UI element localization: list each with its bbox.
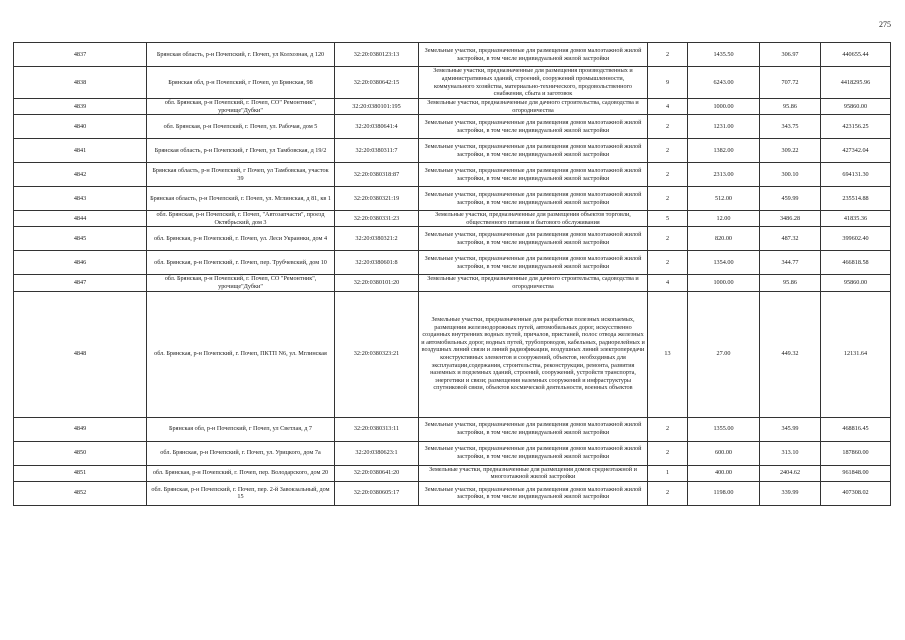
area-cell: 1000.00 bbox=[688, 275, 760, 291]
group-cell: 2 bbox=[648, 115, 688, 139]
group-cell: 2 bbox=[648, 43, 688, 67]
cadastral-number-cell: 32:20:0380641:20 bbox=[335, 465, 419, 481]
row-number: 4842 bbox=[14, 163, 147, 187]
group-cell: 2 bbox=[648, 417, 688, 441]
cadastral-number-cell: 32:20:0380313:11 bbox=[335, 417, 419, 441]
page-number: 275 bbox=[879, 20, 891, 29]
land-use-cell: Земельные участки, предназначенные для размещения домов малоэтажной жилой застройки, в том числе индивидуальной жилой застройки bbox=[419, 43, 648, 67]
specific-value-cell: 707.72 bbox=[760, 67, 821, 99]
table-row bbox=[14, 251, 891, 275]
address-cell: Брянская обл, р-н Почепский, г Почеп, ул Брянская, 98 bbox=[147, 67, 335, 99]
address-cell: обл. Брянская, р-н Почепский, г. Почеп, пер. 2-й Завокзальный, дом 15 bbox=[147, 481, 335, 505]
area-cell: 1198.00 bbox=[688, 481, 760, 505]
group-cell: 1 bbox=[648, 465, 688, 481]
cadastral-value-cell: 466818.58 bbox=[821, 251, 891, 275]
table-row bbox=[14, 163, 891, 187]
area-cell: 6243.00 bbox=[688, 67, 760, 99]
address-cell: обл. Брянская, р-н Почепский, г. Почеп, "Автозапчасти", проезд Октябрьский, дом 3 bbox=[147, 211, 335, 227]
cadastral-number-cell: 32:20:0380101:20 bbox=[335, 275, 419, 291]
land-use-cell: Земельные участки, предназначенные для размещения домов малоэтажной жилой застройки, в том числе индивидуальной жилой застройки bbox=[419, 441, 648, 465]
table-row bbox=[14, 441, 891, 465]
table-row bbox=[14, 187, 891, 211]
land-use-cell: Земельные участки, предназначенные для размещения домов малоэтажной жилой застройки, в том числе индивидуальной жилой застройки bbox=[419, 227, 648, 251]
group-cell: 2 bbox=[648, 163, 688, 187]
specific-value-cell: 487.32 bbox=[760, 227, 821, 251]
row-number: 4852 bbox=[14, 481, 147, 505]
land-use-cell: Земельные участки, предназначенные для размещения домов малоэтажной жилой застройки, в том числе индивидуальной жилой застройки bbox=[419, 481, 648, 505]
cadastral-number-cell: 32:20:0380605:17 bbox=[335, 481, 419, 505]
specific-value-cell: 95.86 bbox=[760, 99, 821, 115]
address-cell: Брянская область, р-н Почепский, г. Почеп, ул. Мглинская, д 81, кв 1 bbox=[147, 187, 335, 211]
area-cell: 1231.00 bbox=[688, 115, 760, 139]
row-number: 4838 bbox=[14, 67, 147, 99]
row-number: 4846 bbox=[14, 251, 147, 275]
cadastral-number-cell: 32:20:0380318:87 bbox=[335, 163, 419, 187]
cadastral-value-cell: 427342.04 bbox=[821, 139, 891, 163]
address-cell: обл. Брянская, р-н Почепский, г. Почеп, СО "Ремонтник", урочище"Дубки" bbox=[147, 275, 335, 291]
land-use-cell: Земельные участки, предназначенные для разработки полезных ископаемых, размещения железнодорожных путей, автомобильных дорог, искусственно созданных внутренних водных путей, причалов, пристаней, полос отвода железных и автомобильных дорог, водных путей, трубопроводов, кабельных, радиорелейных и воздушных линий связи и линий радиофикации, воздушных линий электропередачи конструктивных элементов и сооружений, объектов, необходимых для эксплуатации,содержания, строительства, реконструкции, ремонта, развития наземных и подземных зданий, строений, сооружений, устройств транспорта, энергетики и связи; размещения наземных сооружений и инфраструктуры спутниковой связи, объектов космической деятельности, военных объектов bbox=[419, 291, 648, 417]
cadastral-number-cell: 32:20:0380311:7 bbox=[335, 139, 419, 163]
cadastral-value-cell: 235514.88 bbox=[821, 187, 891, 211]
cadastral-number-cell: 32:20:0380641:4 bbox=[335, 115, 419, 139]
cadastral-value-cell: 407308.02 bbox=[821, 481, 891, 505]
area-cell: 2313.00 bbox=[688, 163, 760, 187]
row-number: 4841 bbox=[14, 139, 147, 163]
row-number: 4850 bbox=[14, 441, 147, 465]
table-row bbox=[14, 211, 891, 227]
land-use-cell: Земельные участки, предназначенные для размещения домов малоэтажной жилой застройки, в том числе индивидуальной жилой застройки bbox=[419, 115, 648, 139]
table-row bbox=[14, 227, 891, 251]
area-cell: 27.00 bbox=[688, 291, 760, 417]
specific-value-cell: 309.22 bbox=[760, 139, 821, 163]
cadastral-value-cell: 187860.00 bbox=[821, 441, 891, 465]
specific-value-cell: 306.97 bbox=[760, 43, 821, 67]
area-cell: 512.00 bbox=[688, 187, 760, 211]
specific-value-cell: 313.10 bbox=[760, 441, 821, 465]
area-cell: 820.00 bbox=[688, 227, 760, 251]
row-number: 4849 bbox=[14, 417, 147, 441]
address-cell: обл. Брянская, р-н Почепский, г. Почеп, ПКТП N6, ул. Мглинская bbox=[147, 291, 335, 417]
group-cell: 5 bbox=[648, 211, 688, 227]
specific-value-cell: 459.99 bbox=[760, 187, 821, 211]
land-use-cell: Земельные участки, предназначенные для размещения домов малоэтажной жилой застройки, в том числе индивидуальной жилой застройки bbox=[419, 139, 648, 163]
group-cell: 2 bbox=[648, 251, 688, 275]
specific-value-cell: 2404.62 bbox=[760, 465, 821, 481]
table-row bbox=[14, 115, 891, 139]
table-row bbox=[14, 465, 891, 481]
table-row bbox=[14, 481, 891, 505]
cadastral-value-cell: 4418295.96 bbox=[821, 67, 891, 99]
table-row bbox=[14, 291, 891, 417]
row-number: 4840 bbox=[14, 115, 147, 139]
land-use-cell: Земельные участки, предназначенные для дачного строительства, садоводства и огородничества bbox=[419, 99, 648, 115]
table-row bbox=[14, 417, 891, 441]
land-use-cell: Земельные участки, предназначенные для размещения домов малоэтажной жилой застройки, в том числе индивидуальной жилой застройки bbox=[419, 187, 648, 211]
cadastral-number-cell: 32:20:0380331:23 bbox=[335, 211, 419, 227]
address-cell: обл. Брянская, р-н Почепский, г. Почеп, СО" Ремонтник", урочище"Дубки" bbox=[147, 99, 335, 115]
cadastral-number-cell: 32:20:0380323:21 bbox=[335, 291, 419, 417]
cadastral-value-cell: 399602.40 bbox=[821, 227, 891, 251]
specific-value-cell: 95.86 bbox=[760, 275, 821, 291]
area-cell: 12.00 bbox=[688, 211, 760, 227]
specific-value-cell: 339.99 bbox=[760, 481, 821, 505]
cadastral-value-cell: 423156.25 bbox=[821, 115, 891, 139]
cadastral-value-table bbox=[13, 42, 891, 506]
row-number: 4839 bbox=[14, 99, 147, 115]
address-cell: обл. Брянская, р-н Почепский, г. Почеп, ул. Урицкого, дом 7а bbox=[147, 441, 335, 465]
cadastral-value-cell: 961848.00 bbox=[821, 465, 891, 481]
address-cell: обл. Брянская, р-н Почепский, г. Почеп, пер. Трубчевский, дом 10 bbox=[147, 251, 335, 275]
cadastral-number-cell: 32:20:0380642:15 bbox=[335, 67, 419, 99]
group-cell: 2 bbox=[648, 441, 688, 465]
area-cell: 1355.00 bbox=[688, 417, 760, 441]
table-row bbox=[14, 275, 891, 291]
address-cell: Брянская область, р-н Почепский, г Почеп, ул Тамбовская, участок 39 bbox=[147, 163, 335, 187]
cadastral-number-cell: 32:20:0380623:1 bbox=[335, 441, 419, 465]
specific-value-cell: 344.77 bbox=[760, 251, 821, 275]
cadastral-number-cell: 32:20:0380601:8 bbox=[335, 251, 419, 275]
cadastral-value-cell: 440655.44 bbox=[821, 43, 891, 67]
table-row bbox=[14, 139, 891, 163]
land-use-cell: Земельные участки, предназначенные для размещения домов среднеэтажной и многоэтажной жилой застройки bbox=[419, 465, 648, 481]
area-cell: 400.00 bbox=[688, 465, 760, 481]
row-number: 4851 bbox=[14, 465, 147, 481]
group-cell: 4 bbox=[648, 275, 688, 291]
land-use-cell: Земельные участки, предназначенные для размещения объектов торговли, общественного питания и бытового обслуживания bbox=[419, 211, 648, 227]
address-cell: обл. Брянская, р-н Почепский, г. Почеп, ул. Леси Украинки, дом 4 bbox=[147, 227, 335, 251]
area-cell: 600.00 bbox=[688, 441, 760, 465]
cadastral-number-cell: 32:20:0380321:19 bbox=[335, 187, 419, 211]
table-row bbox=[14, 43, 891, 67]
cadastral-value-cell: 95860.00 bbox=[821, 275, 891, 291]
cadastral-value-cell: 95860.00 bbox=[821, 99, 891, 115]
area-cell: 1000.00 bbox=[688, 99, 760, 115]
row-number: 4848 bbox=[14, 291, 147, 417]
area-cell: 1435.50 bbox=[688, 43, 760, 67]
area-cell: 1382.00 bbox=[688, 139, 760, 163]
cadastral-value-cell: 41835.36 bbox=[821, 211, 891, 227]
specific-value-cell: 300.10 bbox=[760, 163, 821, 187]
group-cell: 4 bbox=[648, 99, 688, 115]
table-body bbox=[14, 43, 891, 506]
land-use-cell: Земельные участки, предназначенные для дачного строительства, садоводства и огородничества bbox=[419, 275, 648, 291]
row-number: 4847 bbox=[14, 275, 147, 291]
group-cell: 2 bbox=[648, 187, 688, 211]
row-number: 4837 bbox=[14, 43, 147, 67]
group-cell: 2 bbox=[648, 481, 688, 505]
cadastral-number-cell: 32:20:0380123:13 bbox=[335, 43, 419, 67]
address-cell: Брянская обл, р-н Почепский, г Почеп, ул Светлая, д 7 bbox=[147, 417, 335, 441]
address-cell: Брянская область, р-н Почепский, г Почеп, ул Тамбовская, д 19/2 bbox=[147, 139, 335, 163]
table-row bbox=[14, 99, 891, 115]
cadastral-number-cell: 32:20:0380321:2 bbox=[335, 227, 419, 251]
land-use-cell: Земельные участки, предназначенные для размещения домов малоэтажной жилой застройки, в том числе индивидуальной жилой застройки bbox=[419, 163, 648, 187]
land-use-cell: Земельные участки, предназначенные для размещения домов малоэтажной жилой застройки, в том числе индивидуальной жилой застройки bbox=[419, 251, 648, 275]
cadastral-value-cell: 12131.64 bbox=[821, 291, 891, 417]
group-cell: 9 bbox=[648, 67, 688, 99]
cadastral-value-cell: 468816.45 bbox=[821, 417, 891, 441]
specific-value-cell: 343.75 bbox=[760, 115, 821, 139]
group-cell: 2 bbox=[648, 227, 688, 251]
row-number: 4843 bbox=[14, 187, 147, 211]
specific-value-cell: 3486.28 bbox=[760, 211, 821, 227]
address-cell: обл. Брянская, р-н Почепский, г. Почеп, пер. Володарского, дом 20 bbox=[147, 465, 335, 481]
land-use-cell: Земельные участки, предназначенные для размещения домов малоэтажной жилой застройки, в том числе индивидуальной жилой застройки bbox=[419, 417, 648, 441]
land-use-cell: Земельные участки, предназначенные для размещения производственных и административных зданий, строений, сооружений промышленности, коммунального хозяйства, материально-технического, продовольственного снабжения, сбыта и заготовок bbox=[419, 67, 648, 99]
row-number: 4844 bbox=[14, 211, 147, 227]
row-number: 4845 bbox=[14, 227, 147, 251]
specific-value-cell: 345.99 bbox=[760, 417, 821, 441]
group-cell: 13 bbox=[648, 291, 688, 417]
table-row bbox=[14, 67, 891, 99]
cadastral-number-cell: 32:20:0380101:195 bbox=[335, 99, 419, 115]
specific-value-cell: 449.32 bbox=[760, 291, 821, 417]
cadastral-value-cell: 694131.30 bbox=[821, 163, 891, 187]
area-cell: 1354.00 bbox=[688, 251, 760, 275]
address-cell: Брянская область, р-н Почепский, г. Почеп, ул Колхозная, д 120 bbox=[147, 43, 335, 67]
address-cell: обл. Брянская, р-н Почепский, г. Почеп, ул. Рабочая, дом 5 bbox=[147, 115, 335, 139]
group-cell: 2 bbox=[648, 139, 688, 163]
